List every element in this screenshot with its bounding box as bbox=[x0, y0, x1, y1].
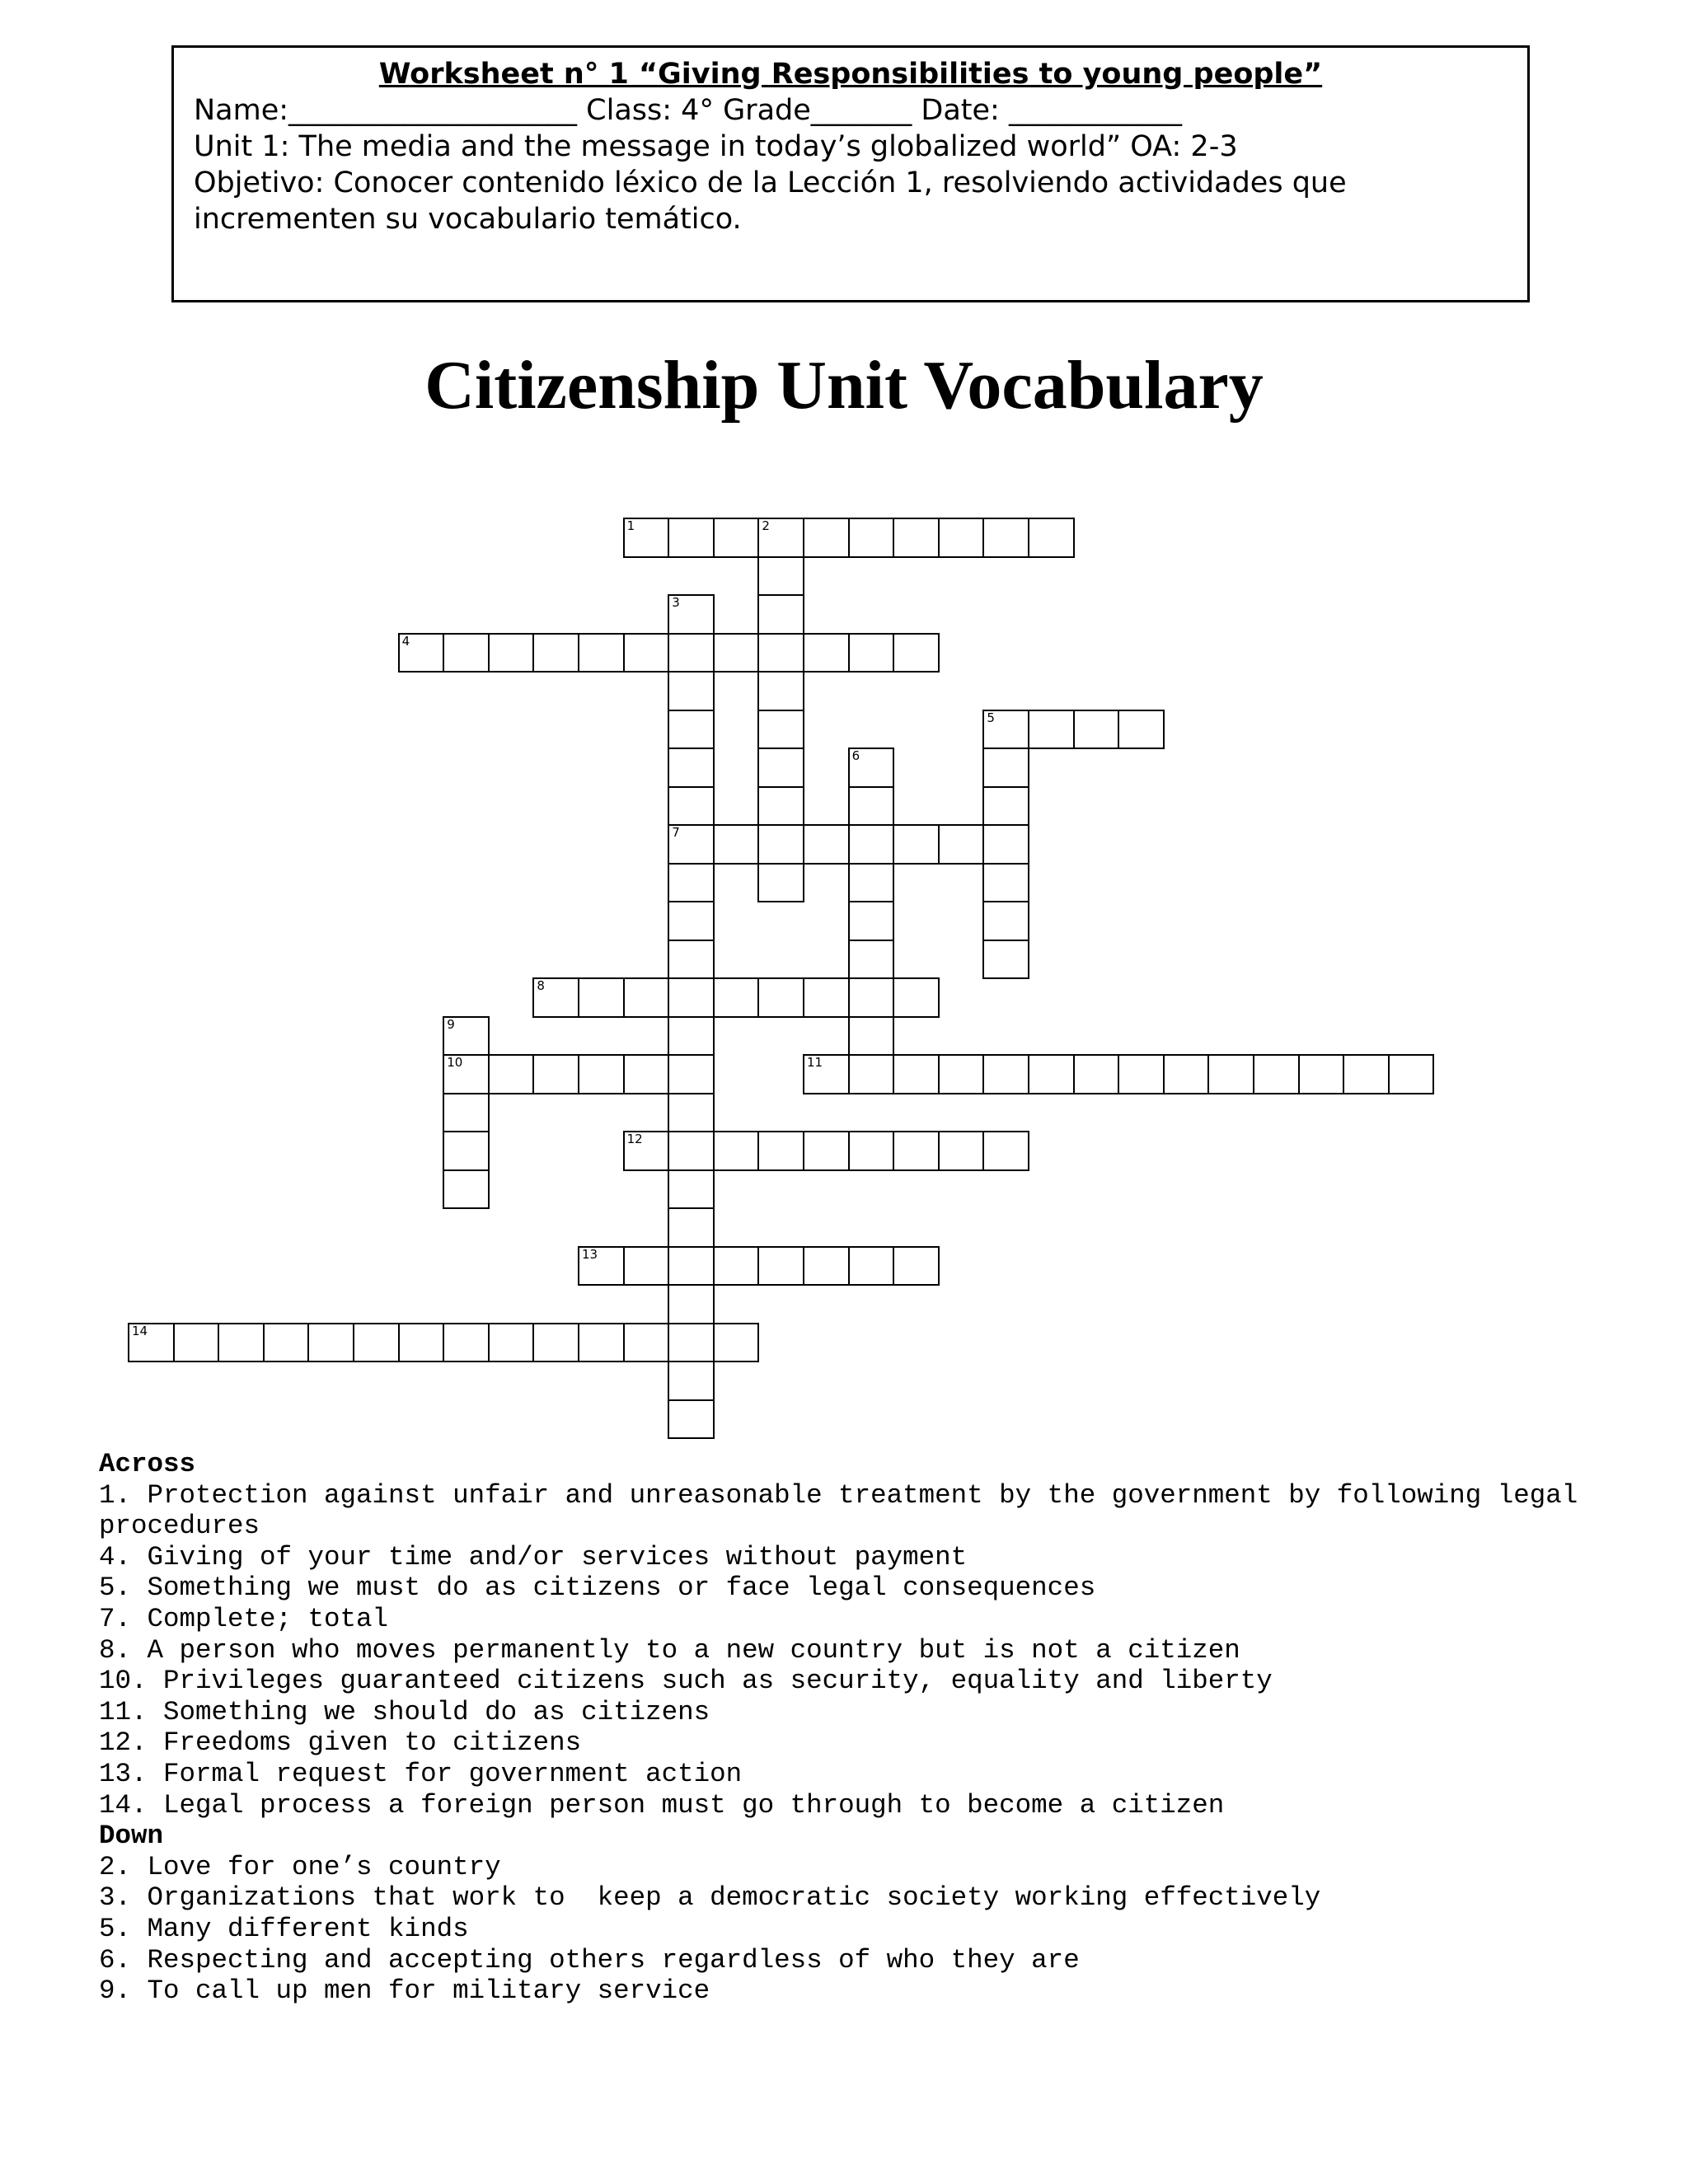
crossword-cell[interactable] bbox=[398, 633, 445, 673]
crossword-cell[interactable] bbox=[1207, 1054, 1254, 1094]
across-clue: 4. Giving of your time and/or services without payment bbox=[99, 1541, 968, 1572]
crossword-cell[interactable] bbox=[1163, 1054, 1210, 1094]
crossword-cell[interactable] bbox=[668, 1207, 715, 1248]
crossword-cell[interactable] bbox=[668, 1284, 715, 1324]
crossword-cell[interactable] bbox=[757, 863, 804, 903]
crossword-cell[interactable] bbox=[1253, 1054, 1300, 1094]
crossword-cell[interactable] bbox=[938, 518, 985, 558]
unit-line: Unit 1: The media and the message in today’s globalized world” OA: 2-3 bbox=[194, 130, 1238, 163]
across-clue: 11. Something we should do as citizens bbox=[99, 1696, 710, 1727]
crossword-cell[interactable] bbox=[443, 1093, 490, 1133]
crossword-cell[interactable] bbox=[713, 1131, 760, 1171]
name-class-date-line: Name:____________________ Class: 4° Grade_______ Date: ____________ bbox=[194, 94, 1182, 127]
across-clue: 8. A person who moves permanently to a new country but is not a citizen bbox=[99, 1634, 1240, 1666]
across-clue: 13. Formal request for government action bbox=[99, 1758, 743, 1789]
crossword-cell[interactable] bbox=[623, 977, 670, 1018]
crossword-cell[interactable] bbox=[757, 824, 804, 865]
crossword-cell[interactable] bbox=[578, 1054, 625, 1094]
crossword-cell[interactable] bbox=[668, 710, 715, 750]
crossword-cell[interactable] bbox=[532, 1323, 579, 1363]
crossword-cell[interactable] bbox=[488, 1054, 535, 1094]
crossword-cell[interactable] bbox=[353, 1323, 400, 1363]
down-clue: 5. Many different kinds bbox=[99, 1913, 469, 1944]
clue-number: 10 bbox=[447, 1055, 463, 1070]
crossword-cell[interactable] bbox=[757, 671, 804, 711]
crossword-cell[interactable] bbox=[982, 786, 1029, 827]
crossword-cell[interactable] bbox=[443, 1016, 490, 1057]
crossword-cell[interactable] bbox=[668, 633, 715, 673]
crossword-cell[interactable] bbox=[1073, 710, 1120, 750]
clue-number: 13 bbox=[582, 1246, 598, 1262]
clue-number: 2 bbox=[762, 518, 770, 533]
crossword-cell[interactable] bbox=[398, 1323, 445, 1363]
crossword-cell[interactable] bbox=[623, 1246, 670, 1286]
crossword-cell[interactable] bbox=[757, 594, 804, 635]
crossword-cell[interactable] bbox=[578, 1246, 625, 1286]
crossword-cell[interactable] bbox=[803, 1246, 850, 1286]
down-clues bbox=[99, 1852, 1665, 2007]
crossword-cell[interactable] bbox=[1028, 1054, 1075, 1094]
crossword-cell[interactable] bbox=[668, 594, 715, 635]
objective-line: Objetivo: Conocer contenido léxico de la Lección 1, resolviendo actividades que incrementen su vocabulario temático. bbox=[194, 166, 1347, 236]
crossword-cell[interactable] bbox=[128, 1323, 175, 1363]
down-clue: 9. To call up men for military service bbox=[99, 1975, 710, 2007]
across-clue: 5. Something we must do as citizens or face legal consequences bbox=[99, 1572, 1096, 1604]
crossword-cell[interactable] bbox=[713, 1246, 760, 1286]
crossword-cell[interactable] bbox=[803, 1054, 850, 1094]
clue-number: 11 bbox=[807, 1055, 823, 1070]
crossword-cell[interactable] bbox=[668, 1361, 715, 1401]
crossword-cell[interactable] bbox=[443, 633, 490, 673]
crossword-cell[interactable] bbox=[713, 977, 760, 1018]
down-clue: 6. Respecting and accepting others regardless of who they are bbox=[99, 1944, 1080, 1975]
crossword-cell[interactable] bbox=[307, 1323, 354, 1363]
crossword-cell[interactable] bbox=[1118, 1054, 1165, 1094]
crossword-cell[interactable] bbox=[713, 824, 760, 865]
crossword-cell[interactable] bbox=[443, 1131, 490, 1171]
crossword-cell[interactable] bbox=[1028, 518, 1075, 558]
crossword-cell[interactable] bbox=[893, 518, 940, 558]
crossword-cell[interactable] bbox=[668, 786, 715, 827]
crossword-cell[interactable] bbox=[713, 1323, 760, 1363]
down-clue: 2. Love for one’s country bbox=[99, 1851, 501, 1882]
crossword-cell[interactable] bbox=[668, 1054, 715, 1094]
crossword-cell[interactable] bbox=[848, 518, 895, 558]
down-heading: Down bbox=[99, 1821, 164, 1852]
crossword-cell[interactable] bbox=[668, 1093, 715, 1133]
crossword-cell[interactable] bbox=[848, 786, 895, 827]
crossword-cell[interactable] bbox=[893, 977, 940, 1018]
clue-number: 8 bbox=[537, 978, 545, 993]
crossword-cell[interactable] bbox=[893, 824, 940, 865]
clue-number: 12 bbox=[626, 1132, 643, 1146]
crossword-cell[interactable] bbox=[982, 824, 1029, 865]
clues-section bbox=[99, 1449, 1665, 2007]
crossword-cell[interactable] bbox=[757, 748, 804, 788]
crossword-cell[interactable] bbox=[982, 748, 1029, 788]
crossword-cell[interactable] bbox=[263, 1323, 310, 1363]
crossword-cell[interactable] bbox=[757, 1246, 804, 1286]
crossword-cell[interactable] bbox=[578, 1323, 625, 1363]
crossword-cell[interactable] bbox=[893, 633, 940, 673]
crossword-cell[interactable] bbox=[982, 1054, 1029, 1094]
crossword-cell[interactable] bbox=[623, 1131, 670, 1171]
crossword-cell[interactable] bbox=[982, 901, 1029, 941]
crossword-cell[interactable] bbox=[713, 518, 760, 558]
crossword-cell[interactable] bbox=[848, 1016, 895, 1057]
crossword-cell[interactable] bbox=[668, 901, 715, 941]
crossword-cell[interactable] bbox=[1298, 1054, 1345, 1094]
clue-number: 9 bbox=[447, 1016, 455, 1032]
crossword-cell[interactable] bbox=[848, 901, 895, 941]
crossword-cell[interactable] bbox=[893, 1131, 940, 1171]
crossword-cell[interactable] bbox=[848, 1246, 895, 1286]
crossword-cell[interactable] bbox=[668, 671, 715, 711]
crossword-cell[interactable] bbox=[668, 824, 715, 865]
crossword-cell[interactable] bbox=[1118, 710, 1165, 750]
across-clue: 10. Privileges guaranteed citizens such as security, equality and liberty bbox=[99, 1666, 1273, 1697]
crossword-cell[interactable] bbox=[532, 633, 579, 673]
crossword-cell[interactable] bbox=[713, 633, 760, 673]
page-title: Citizenship Unit Vocabulary bbox=[424, 347, 1264, 424]
crossword-cell[interactable] bbox=[668, 1169, 715, 1210]
crossword-cell[interactable] bbox=[938, 824, 985, 865]
crossword-cell[interactable] bbox=[982, 1131, 1029, 1171]
crossword-cell[interactable] bbox=[668, 1131, 715, 1171]
crossword-cell[interactable] bbox=[1343, 1054, 1390, 1094]
clue-number: 6 bbox=[851, 748, 860, 763]
crossword-cell[interactable] bbox=[623, 1054, 670, 1094]
across-clues bbox=[99, 1480, 1665, 1821]
crossword-cell[interactable] bbox=[218, 1323, 265, 1363]
crossword-cell[interactable] bbox=[848, 940, 895, 980]
crossword-cell[interactable] bbox=[668, 863, 715, 903]
crossword-cell[interactable] bbox=[982, 863, 1029, 903]
crossword-cell[interactable] bbox=[668, 940, 715, 980]
across-clue: 12. Freedoms given to citizens bbox=[99, 1727, 582, 1759]
crossword-cell[interactable] bbox=[668, 977, 715, 1018]
crossword-cell[interactable] bbox=[848, 863, 895, 903]
crossword-cell[interactable] bbox=[623, 633, 670, 673]
worksheet-title: Worksheet n° 1 “Giving Responsibilities to young people” bbox=[378, 58, 1323, 91]
crossword-cell[interactable] bbox=[578, 977, 625, 1018]
crossword-cell[interactable] bbox=[803, 633, 850, 673]
crossword-cell[interactable] bbox=[668, 1016, 715, 1057]
crossword-cell[interactable] bbox=[668, 1323, 715, 1363]
crossword-cell[interactable] bbox=[982, 940, 1029, 980]
crossword-cell[interactable] bbox=[757, 518, 804, 558]
crossword-cell[interactable] bbox=[938, 1054, 985, 1094]
across-clue: 14. Legal process a foreign person must go through to become a citizen bbox=[99, 1789, 1225, 1821]
crossword-cell[interactable] bbox=[488, 633, 535, 673]
crossword-cell[interactable] bbox=[1388, 1054, 1435, 1094]
crossword-cell[interactable] bbox=[1028, 710, 1075, 750]
crossword-cell[interactable] bbox=[848, 824, 895, 865]
crossword-cell[interactable] bbox=[757, 786, 804, 827]
crossword-cell[interactable] bbox=[757, 633, 804, 673]
clue-number: 3 bbox=[672, 595, 680, 610]
crossword-cell[interactable] bbox=[848, 1054, 895, 1094]
clue-number: 1 bbox=[626, 518, 635, 533]
down-clue: 3. Organizations that work to keep a democratic society working effectively bbox=[99, 1882, 1321, 1914]
crossword-cell[interactable] bbox=[532, 1054, 579, 1094]
clue-number: 14 bbox=[132, 1323, 148, 1338]
crossword-cell[interactable] bbox=[848, 977, 895, 1018]
crossword-cell[interactable] bbox=[757, 977, 804, 1018]
crossword-cell[interactable] bbox=[848, 1131, 895, 1171]
crossword-cell[interactable] bbox=[443, 1169, 490, 1210]
crossword-cell[interactable] bbox=[173, 1323, 220, 1363]
crossword-cell[interactable] bbox=[938, 1131, 985, 1171]
crossword-cell[interactable] bbox=[623, 1323, 670, 1363]
crossword-cell[interactable] bbox=[578, 633, 625, 673]
crossword-cell[interactable] bbox=[443, 1054, 490, 1094]
crossword-cell[interactable] bbox=[443, 1323, 490, 1363]
clue-number: 5 bbox=[987, 710, 995, 725]
crossword-cell[interactable] bbox=[893, 1054, 940, 1094]
across-heading: Across bbox=[99, 1449, 196, 1479]
crossword-cell[interactable] bbox=[893, 1246, 940, 1286]
clue-number: 4 bbox=[401, 633, 410, 649]
across-clue: 1. Protection against unfair and unreasonable treatment by the government by following legal procedures bbox=[99, 1479, 1594, 1542]
crossword-cell[interactable] bbox=[848, 633, 895, 673]
crossword-cell[interactable] bbox=[488, 1323, 535, 1363]
crossword-cell[interactable] bbox=[803, 518, 850, 558]
crossword-cell[interactable] bbox=[803, 1131, 850, 1171]
across-clue: 7. Complete; total bbox=[99, 1603, 389, 1634]
crossword-cell[interactable] bbox=[982, 518, 1029, 558]
crossword-cell[interactable] bbox=[668, 1399, 715, 1440]
clue-number: 7 bbox=[672, 825, 680, 840]
crossword-cell[interactable] bbox=[757, 1131, 804, 1171]
crossword-cell[interactable] bbox=[668, 748, 715, 788]
crossword-cell[interactable] bbox=[532, 977, 579, 1018]
crossword-cell[interactable] bbox=[623, 518, 670, 558]
crossword-cell[interactable] bbox=[803, 824, 850, 865]
crossword-cell[interactable] bbox=[668, 1246, 715, 1286]
crossword-cell[interactable] bbox=[757, 556, 804, 597]
crossword-cell[interactable] bbox=[1073, 1054, 1120, 1094]
crossword-cell[interactable] bbox=[982, 710, 1029, 750]
crossword-cell[interactable] bbox=[668, 518, 715, 558]
crossword-cell[interactable] bbox=[803, 977, 850, 1018]
crossword-cell[interactable] bbox=[757, 710, 804, 750]
crossword-cell[interactable] bbox=[848, 748, 895, 788]
